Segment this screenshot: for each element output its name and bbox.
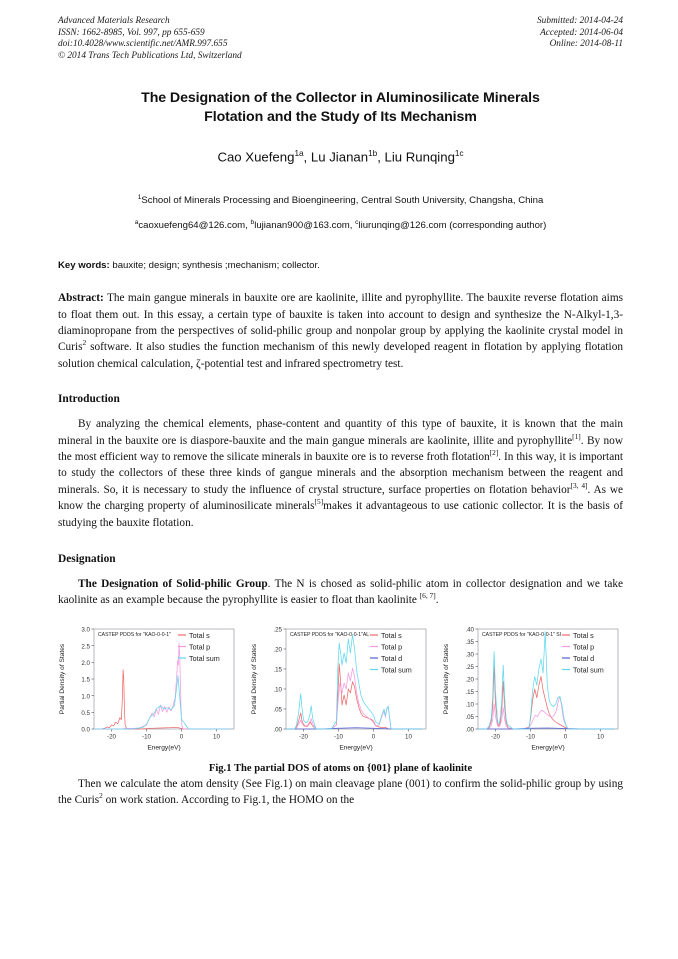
designation-text-2: .: [435, 594, 439, 607]
svg-text:Total d: Total d: [381, 653, 403, 663]
title-line-1: The Designation of the Collector in Aluminosilicate Minerals: [141, 90, 540, 107]
affiliation-marker: 1: [137, 193, 142, 201]
designation-subheading: The Designation of Solid-philic Group: [78, 578, 268, 591]
svg-text:2.0: 2.0: [81, 659, 90, 667]
chart-kao-001-al: [246, 621, 432, 753]
email-marker-b: b: [250, 218, 255, 226]
svg-text:.25: .25: [273, 626, 282, 634]
keywords-value: bauxite; design; synthesis ;mechanism; collector.: [109, 260, 320, 272]
svg-text:10: 10: [597, 733, 604, 741]
svg-text:0: 0: [179, 733, 184, 741]
svg-text:Total d: Total d: [573, 653, 595, 663]
svg-text:Total sum: Total sum: [381, 665, 412, 675]
chart-kao-001-si: [438, 621, 624, 753]
svg-text:Partial Density of States: Partial Density of States: [251, 643, 258, 715]
svg-text:3.0: 3.0: [81, 626, 90, 634]
author-1-name: Cao Xuefeng: [217, 149, 295, 165]
page-content: [58, 16, 623, 809]
svg-text:.40: .40: [465, 626, 474, 634]
introduction-heading: Introduction: [58, 393, 120, 406]
svg-text:Total p: Total p: [381, 642, 403, 652]
journal-name: Advanced Materials Research: [58, 16, 170, 26]
svg-text:1.5: 1.5: [81, 676, 90, 684]
svg-text:.10: .10: [273, 686, 282, 694]
svg-text:-20: -20: [107, 733, 116, 741]
after-figure-text-2: on work station. According to Fig.1, the HOMO on the: [102, 794, 355, 807]
intro-text-3: . In this way, it is important to study the collectors of these three kinds of gangue minerals and the absorption mechanism between the reagent and minerals. So, it is necessary to study the influence of crystal structure, surface properties on flotation behavior: [58, 450, 623, 496]
author-3-affiliation-marker: 1c: [454, 149, 464, 159]
author-separator-1: ,: [303, 149, 311, 165]
introduction-paragraph: [58, 416, 623, 531]
journal-copyright: © 2014 Trans Tech Publications Ltd, Switzerland: [58, 50, 242, 61]
author-1-affiliation-marker: 1a: [294, 149, 304, 159]
svg-text:.00: .00: [273, 726, 282, 734]
svg-text:Total s: Total s: [573, 630, 594, 640]
designation-heading: Designation: [58, 553, 116, 566]
journal-header: [58, 16, 623, 62]
intro-text-4: . As we know the charging property of aluminosilicate minerals: [58, 483, 623, 513]
email-a: caoxuefeng64@126.com,: [138, 220, 251, 232]
svg-text:0: 0: [563, 733, 568, 741]
intro-ref-2: [2]: [489, 448, 499, 458]
svg-text:0.0: 0.0: [81, 726, 90, 734]
svg-text:Energy(eV): Energy(eV): [339, 744, 373, 752]
figure-caption: Fig.1 The partial DOS of atoms on {001} plane of kaolinite: [208, 762, 473, 774]
abstract-text-2: software. It also studies the function mechanism of this newly developed reagent in flotation by applying flotation solution chemical calculation, ζ-potential test and infrared spectrometry test.: [58, 341, 623, 370]
svg-text:10: 10: [213, 733, 220, 741]
svg-text:-20: -20: [299, 733, 308, 741]
svg-text:.15: .15: [465, 688, 474, 696]
svg-text:1.0: 1.0: [81, 693, 90, 701]
designation-ref-1: [6, 7]: [419, 591, 436, 601]
figure-row: [54, 621, 624, 753]
svg-text:Total s: Total s: [381, 630, 402, 640]
abstract-label: Abstract:: [58, 292, 104, 305]
page-title: [58, 89, 623, 127]
svg-text:Total sum: Total sum: [189, 653, 220, 663]
svg-text:.35: .35: [465, 638, 474, 646]
svg-text:CASTEP PDOS for "KAO-0-0-1"AL: CASTEP PDOS for "KAO-0-0-1"AL: [290, 631, 370, 638]
intro-text-2: . By now the most efficient way to remove the silicate minerals in bauxite ore is to reverse froth flotation: [58, 434, 623, 463]
svg-text:.30: .30: [465, 651, 474, 659]
abstract-superscript-1: 2: [82, 338, 87, 348]
svg-text:Total s: Total s: [189, 630, 210, 640]
svg-text:CASTEP PDOS for "KAO-0-0-1" S: CASTEP PDOS for "KAO-0-0-1" SI: [482, 631, 562, 638]
svg-text:-10: -10: [142, 733, 151, 741]
svg-text:CASTEP PDOS for "KAO-0-0-1": CASTEP PDOS for "KAO-0-0-1": [98, 631, 171, 638]
svg-text:.20: .20: [273, 646, 282, 654]
svg-text:10: 10: [405, 733, 412, 741]
svg-text:-10: -10: [334, 733, 343, 741]
journal-issn: ISSN: 1662-8985, Vol. 997, pp 655-659: [58, 27, 205, 38]
email-c: liurunqing@126.com (corresponding author): [358, 220, 547, 232]
affiliation-text: School of Minerals Processing and Bioengineering, Central South University, Changsha, China: [141, 194, 544, 206]
journal-header-right: [537, 16, 623, 51]
keywords-label: Key words:: [58, 260, 110, 272]
accepted-date: Accepted: 2014-06-04: [540, 27, 623, 38]
svg-text:Partial Density of States: Partial Density of States: [443, 643, 450, 715]
svg-text:Total sum: Total sum: [573, 665, 604, 675]
intro-text-5: makes it advantageous to use cationic collector. It is the basis of studying the bauxite flotation.: [58, 500, 624, 529]
online-date: Online: 2014-08-11: [549, 39, 623, 50]
journal-header-left: [58, 16, 242, 62]
after-figure-text-1: Then we calculate the atom density (See Fig.1) on main cleavage plane (001) to confirm the solid-philic group by using the Curis: [58, 777, 623, 807]
chart-kao-001: [54, 621, 240, 753]
author-list: [58, 145, 623, 165]
email-marker-a: a: [134, 218, 139, 226]
svg-text:Energy(eV): Energy(eV): [147, 744, 181, 752]
after-figure-paragraph: [58, 776, 623, 809]
intro-ref-1: [1]: [572, 431, 581, 441]
keywords-section: [58, 259, 623, 273]
author-2-affiliation-marker: 1b: [368, 149, 378, 159]
email-marker-c: c: [355, 218, 359, 226]
abstract-text-1: The main gangue minerals in bauxite ore are kaolinite, illite and pyrophyllite. The bauxite reverse flotation aims to float them out. In this essay, a certain type of bauxite is taken into account to design and synthesize the N-Alkyl-1,3-diaminopropane from the perspectives of solid-philic group and nonpolar group by applying the kaolinite crystal model in Curis: [58, 292, 623, 354]
svg-text:.15: .15: [273, 666, 282, 674]
intro-ref-3: [3, 4]: [570, 481, 588, 491]
designation-paragraph: [58, 576, 623, 609]
chart-svg-1: [246, 621, 432, 753]
svg-text:Total p: Total p: [573, 642, 595, 652]
email-b: lujianan900@163.com,: [254, 220, 356, 232]
author-2-name: Lu Jianan: [310, 149, 369, 165]
svg-text:0: 0: [371, 733, 376, 741]
svg-text:0.5: 0.5: [81, 709, 90, 717]
svg-text:.25: .25: [465, 663, 474, 671]
svg-text:2.5: 2.5: [81, 643, 90, 651]
after-figure-superscript: 2: [99, 791, 103, 801]
chart-svg-0: [54, 621, 240, 753]
affiliation: [58, 187, 623, 212]
intro-text-1: By analyzing the chemical elements, phase-content and quantity of this type of bauxite, it is known that the main mineral in the bauxite ore is diaspore-bauxite and the main gangue minerals are kaolinite, illite and pyrophyllite: [58, 418, 623, 447]
svg-text:.05: .05: [465, 713, 474, 721]
svg-text:.05: .05: [273, 706, 282, 714]
svg-text:.00: .00: [465, 726, 474, 734]
svg-text:.10: .10: [465, 701, 474, 709]
svg-text:-10: -10: [526, 733, 535, 741]
submitted-date: Submitted: 2014-04-24: [537, 16, 623, 26]
author-3-name: Liu Runqing: [384, 149, 455, 165]
author-emails: [58, 212, 623, 237]
intro-ref-4: [5]: [314, 497, 324, 507]
svg-text:Partial Density of States: Partial Density of States: [59, 643, 66, 715]
title-line-2: Flotation and the Study of Its Mechanism: [204, 109, 477, 126]
svg-text:Total p: Total p: [189, 642, 211, 652]
svg-text:.20: .20: [465, 676, 474, 684]
author-separator-2: ,: [377, 149, 385, 165]
designation-text-1: . The N is chosed as solid-philic atom in collector designation and we take kaolinite as an example because the pyrophyllite is easier to float than kaolinite: [58, 578, 623, 607]
journal-doi: doi:10.4028/www.scientific.net/AMR.997.655: [58, 39, 228, 50]
abstract-section: [58, 290, 623, 372]
svg-text:Energy(eV): Energy(eV): [531, 744, 565, 752]
chart-svg-2: [438, 621, 624, 753]
svg-text:-20: -20: [491, 733, 500, 741]
